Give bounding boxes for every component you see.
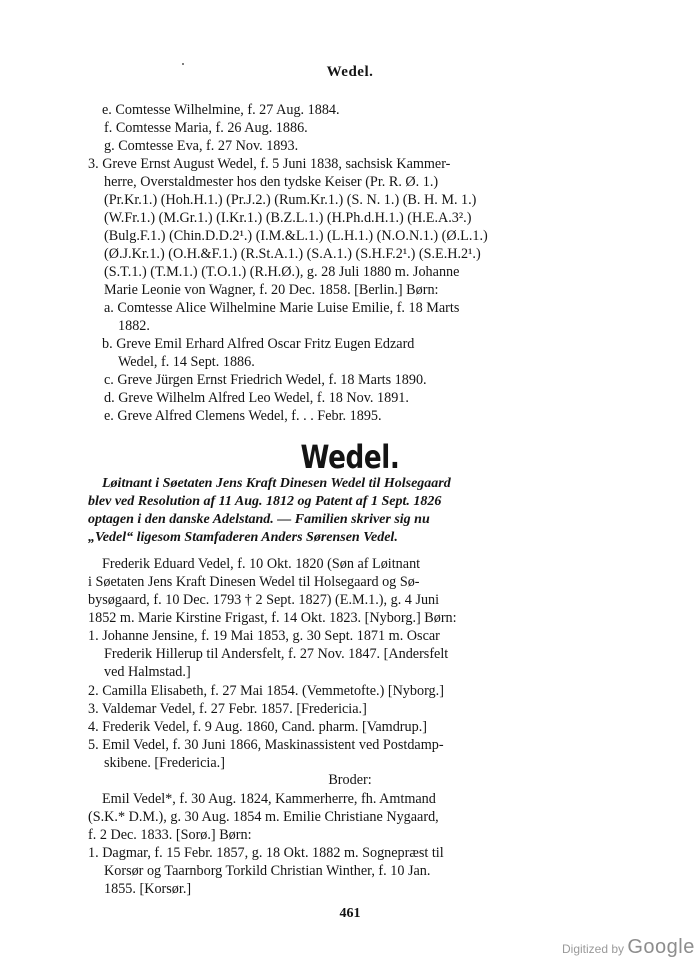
intro-line: optagen i den danske Adelstand. — Familien skriver sig nu <box>88 512 430 527</box>
text-line: (Ø.J.Kr.1.) (O.H.&F.1.) (R.St.A.1.) (S.A.1.) (S.H.F.2¹.) (S.E.H.2¹.) <box>104 246 481 262</box>
text-line: bysøgaard, f. 10 Dec. 1793 † 2 Sept. 1827) (E.M.1.), g. 4 Juni <box>88 592 440 608</box>
text-line: 1. Dagmar, f. 15 Febr. 1857, g. 18 Okt. 1882 m. Sognepræst til <box>88 845 444 861</box>
text-line: 4. Frederik Vedel, f. 9 Aug. 1860, Cand. pharm. [Vamdrup.] <box>88 719 427 735</box>
text-line: e. Comtesse Wilhelmine, f. 27 Aug. 1884. <box>102 102 340 118</box>
section-title: Wedel. <box>300 438 400 476</box>
digitized-by-watermark <box>562 936 695 959</box>
text-line: d. Greve Wilhelm Alfred Leo Wedel, f. 18 Nov. 1891. <box>104 390 409 406</box>
text-line: e. Greve Alfred Clemens Wedel, f. . . Febr. 1895. <box>104 408 382 424</box>
digitized-label: Digitized by <box>562 942 625 956</box>
text-line: (S.T.1.) (T.M.1.) (T.O.1.) (R.H.Ø.), g. 28 Juli 1880 m. Johanne <box>104 264 460 280</box>
page-number: 461 <box>339 906 361 921</box>
text-line: f. 2 Dec. 1833. [Sorø.] Børn: <box>88 827 252 843</box>
text-line: 5. Emil Vedel, f. 30 Juni 1866, Maskinassistent ved Postdamp- <box>88 737 444 753</box>
text-line: 2. Camilla Elisabeth, f. 27 Mai 1854. (Vemmetofte.) [Nyborg.] <box>88 683 444 699</box>
google-logo: Google <box>627 936 695 958</box>
text-line: Emil Vedel*, f. 30 Aug. 1824, Kammerherre, fh. Amtmand <box>102 791 436 807</box>
text-line: (S.K.* D.M.), g. 30 Aug. 1854 m. Emilie Christiane Nygaard, <box>88 809 439 825</box>
broder-heading: Broder: <box>328 772 372 788</box>
text-line: ved Halmstad.] <box>104 664 191 680</box>
text-line: i Søetaten Jens Kraft Dinesen Wedel til Holsegaard og Sø- <box>88 574 420 590</box>
text-line: 1882. <box>118 318 150 334</box>
intro-line: Løitnant i Søetaten Jens Kraft Dinesen Wedel til Holsegaard <box>102 476 451 491</box>
text-line: f. Comtesse Maria, f. 26 Aug. 1886. <box>104 120 308 136</box>
intro-line: blev ved Resolution af 11 Aug. 1812 og Patent af 1 Sept. 1826 <box>88 494 442 509</box>
running-head: Wedel. <box>326 64 374 80</box>
text-line: 1852 m. Marie Kirstine Frigast, f. 14 Okt. 1823. [Nyborg.] Børn: <box>88 610 457 626</box>
text-line: (Pr.Kr.1.) (Hoh.H.1.) (Pr.J.2.) (Rum.Kr.1.) (S. N. 1.) (B. H. M. 1.) <box>104 192 477 208</box>
text-line: c. Greve Jürgen Ernst Friedrich Wedel, f. 18 Marts 1890. <box>104 372 427 388</box>
text-line: skibene. [Fredericia.] <box>104 755 225 771</box>
text-line: a. Comtesse Alice Wilhelmine Marie Luise Emilie, f. 18 Marts <box>104 300 460 316</box>
text-line: g. Comtesse Eva, f. 27 Nov. 1893. <box>104 138 299 154</box>
text-line: b. Greve Emil Erhard Alfred Oscar Fritz Eugen Edzard <box>102 336 415 352</box>
text-line: (W.Fr.1.) (M.Gr.1.) (I.Kr.1.) (B.Z.L.1.) (H.Ph.d.H.1.) (H.E.A.3².) <box>104 210 472 226</box>
text-line: Marie Leonie von Wagner, f. 20 Dec. 1858. [Berlin.] Børn: <box>104 282 439 298</box>
text-line: Wedel, f. 14 Sept. 1886. <box>118 354 255 370</box>
text-line: 3. Greve Ernst August Wedel, f. 5 Juni 1838, sachsisk Kammer- <box>88 156 451 172</box>
text-line: herre, Overstaldmester hos den tydske Keiser (Pr. R. Ø. 1.) <box>104 174 439 190</box>
text-line: 3. Valdemar Vedel, f. 27 Febr. 1857. [Fredericia.] <box>88 701 367 717</box>
text-line: Frederik Eduard Vedel, f. 10 Okt. 1820 (Søn af Løitnant <box>102 556 421 572</box>
text-line: Korsør og Taarnborg Torkild Christian Winther, f. 10 Jan. <box>104 863 431 879</box>
text-line: 1855. [Korsør.] <box>104 881 192 897</box>
intro-line: „Vedel“ ligesom Stamfaderen Anders Sørensen Vedel. <box>88 530 398 545</box>
text-line: Frederik Hillerup til Andersfelt, f. 27 Nov. 1847. [Andersfelt <box>104 646 449 662</box>
text-line: 1. Johanne Jensine, f. 19 Mai 1853, g. 30 Sept. 1871 m. Oscar <box>88 628 440 644</box>
text-line: (Bulg.F.1.) (Chin.D.D.2¹.) (I.M.&L.1.) (L.H.1.) (N.O.N.1.) (Ø.L.1.) <box>104 228 488 244</box>
